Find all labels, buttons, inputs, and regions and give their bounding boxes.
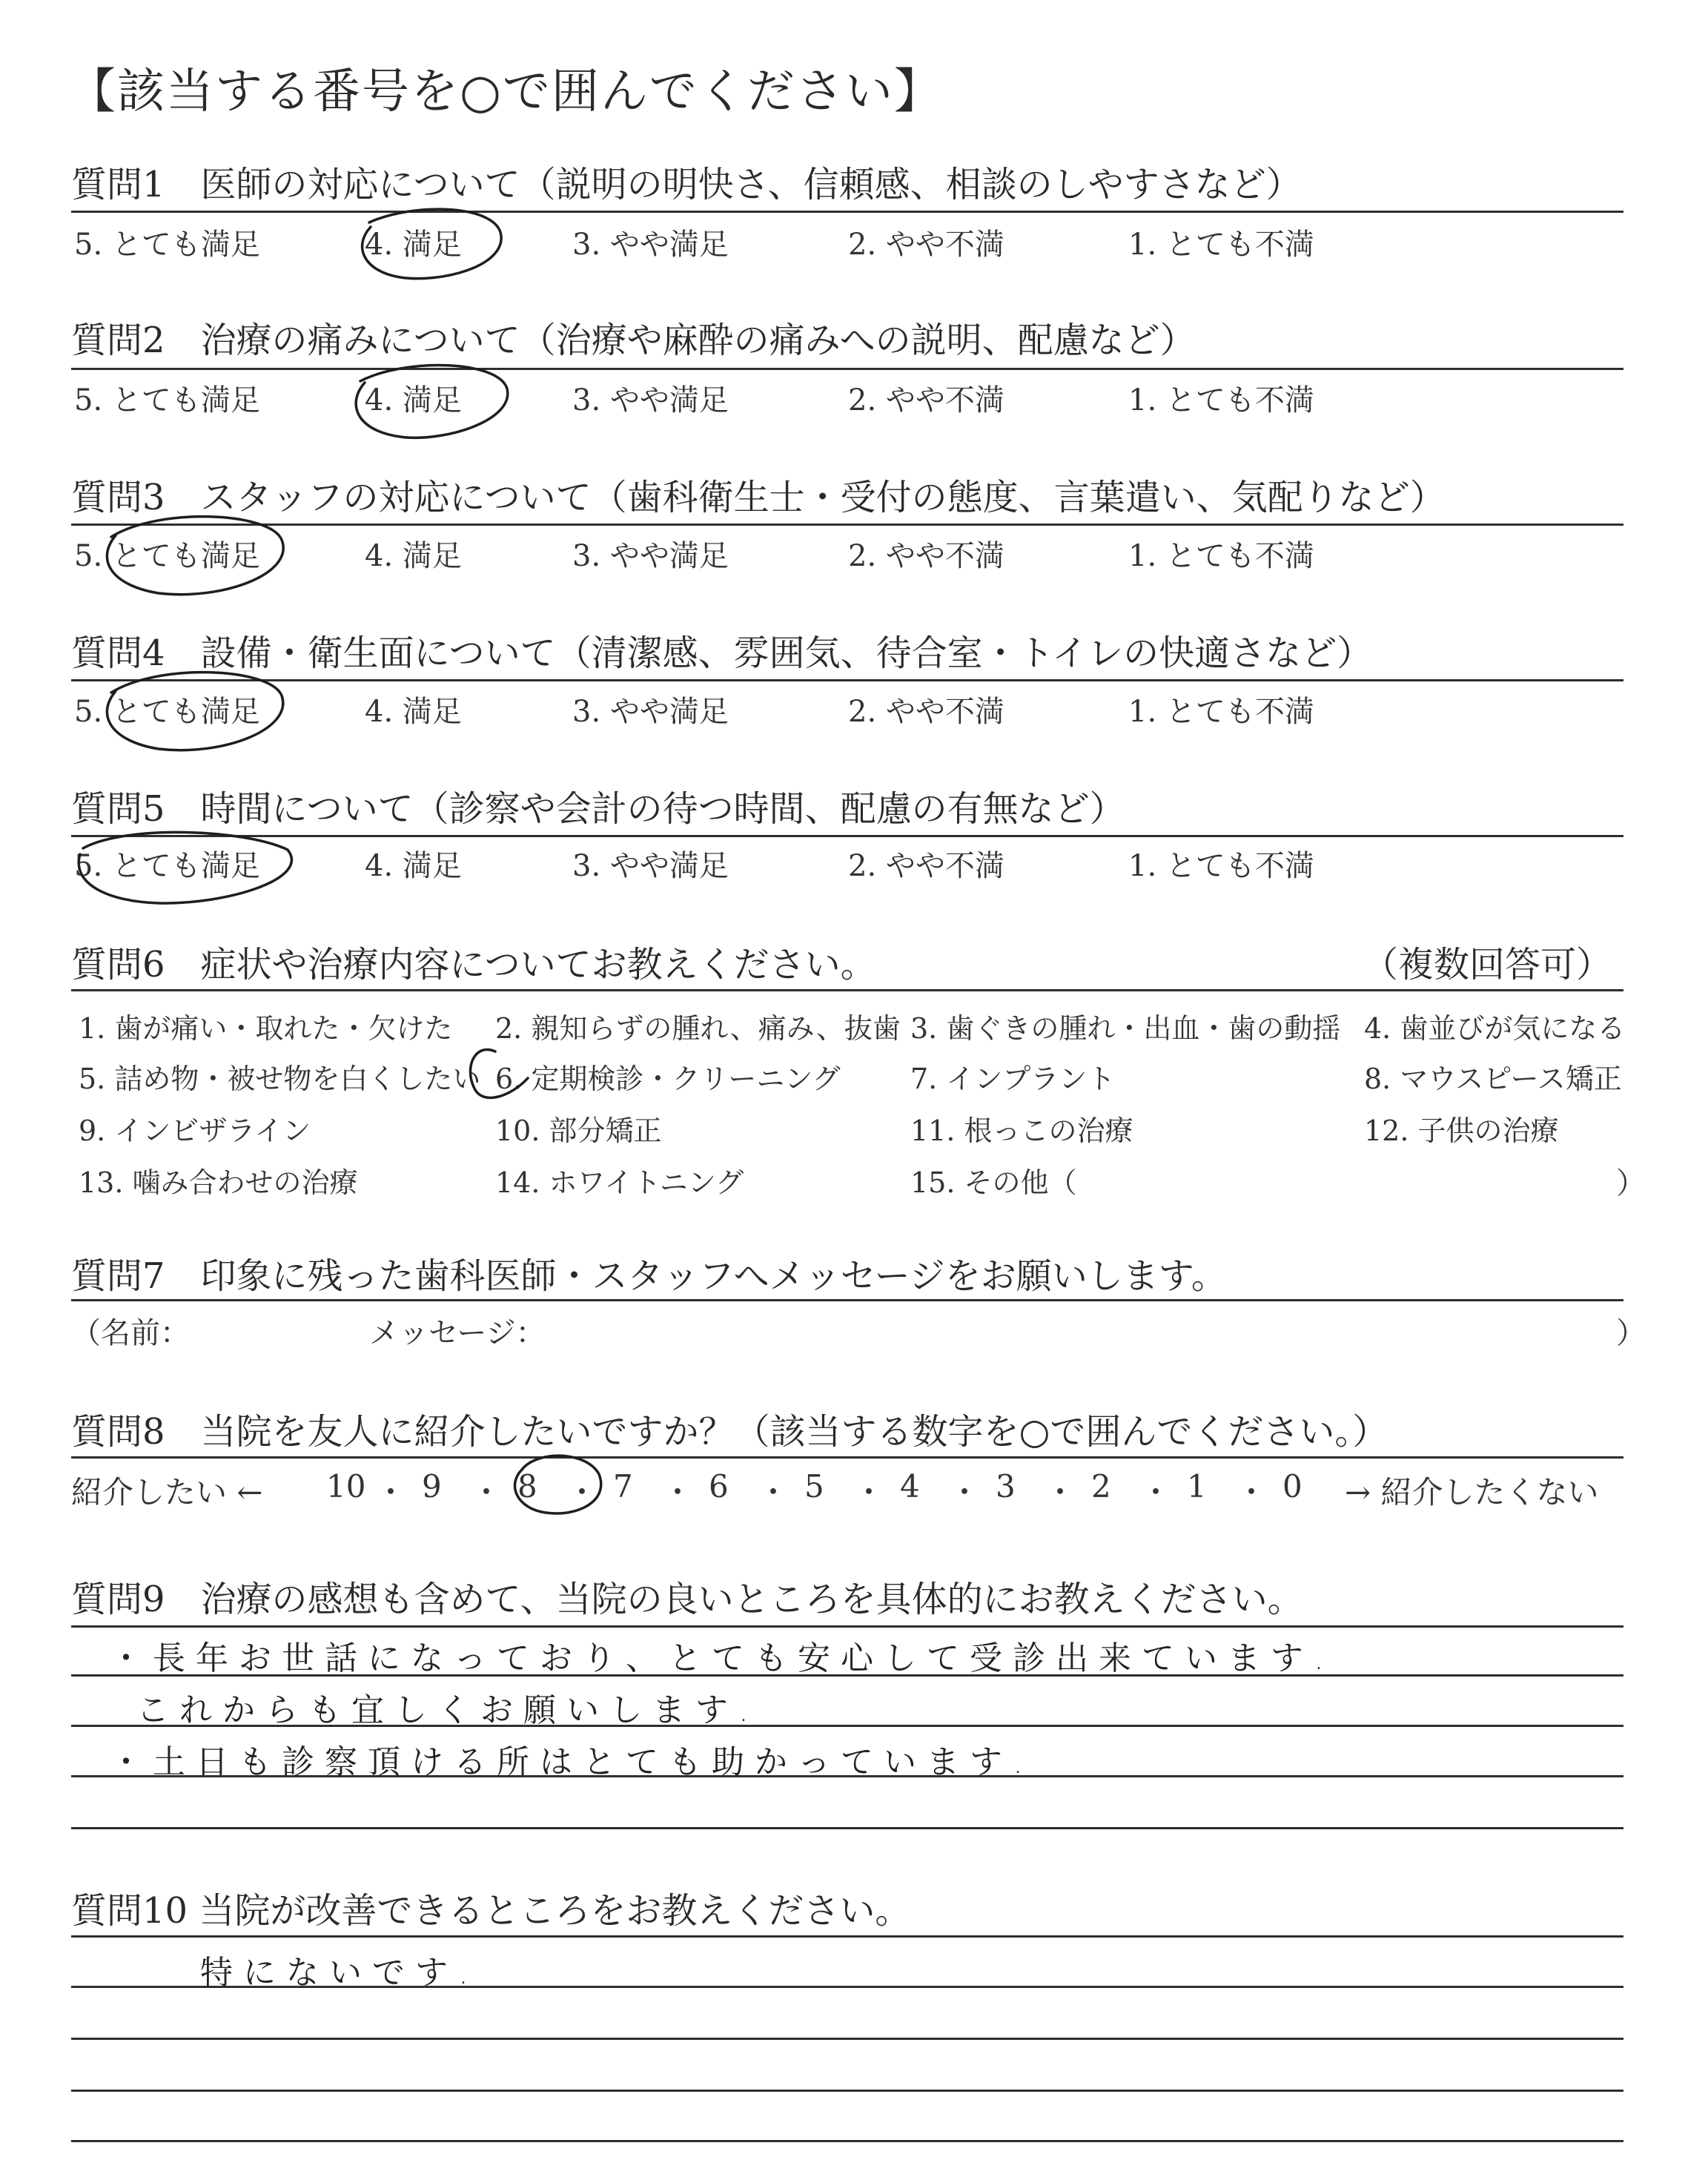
q6-rule <box>71 989 1623 991</box>
q8-scale-6[interactable]: 6 <box>709 1468 729 1505</box>
q6-option-3[interactable]: 3. 歯ぐきの腫れ・出血・歯の動揺 <box>910 1012 1341 1045</box>
q8-scale-7[interactable]: 7 <box>613 1468 633 1505</box>
q8-rule <box>71 1456 1623 1459</box>
q9-heading: 質問9 治療の感想も含めて、当院の良いところを具体的にお教えください。 <box>71 1579 1303 1620</box>
q2-rule <box>71 368 1623 370</box>
q8-scale-separator: ・ <box>1236 1474 1268 1510</box>
q5-option-2[interactable]: 2. やや不満 <box>848 849 1004 883</box>
q6-option-15[interactable]: 15. その他（ <box>910 1166 1077 1199</box>
q8-scale-9[interactable]: 9 <box>422 1468 442 1505</box>
q6-option-9[interactable]: 9. インビザライン <box>79 1114 311 1147</box>
q2-option-5[interactable]: 5. とても満足 <box>74 383 260 417</box>
page-title: 【該当する番号を○で囲んでください】 <box>68 65 943 119</box>
q7-rule <box>71 1299 1623 1301</box>
q6-option-14[interactable]: 14. ホワイトニング <box>495 1166 744 1199</box>
q10-heading: 質問10 当院が改善できるところをお教えください。 <box>71 1890 911 1932</box>
q3-heading: 質問3 スタッフの対応について（歯科衛生士・受付の態度、言葉遣い、気配りなど） <box>71 477 1446 518</box>
q1-option-3[interactable]: 3. やや満足 <box>572 228 729 262</box>
q8-scale-separator: ・ <box>662 1474 694 1510</box>
q6-option-6[interactable]: 6. 定期検診・クリーニング <box>495 1063 841 1095</box>
q5-rule <box>71 835 1623 837</box>
q4-option-3[interactable]: 3. やや満足 <box>572 695 729 729</box>
q3-option-1[interactable]: 1. とても不満 <box>1128 539 1314 573</box>
q8-left-label: 紹介したい ← <box>71 1474 263 1510</box>
q6-option-1[interactable]: 1. 歯が痛い・取れた・欠けた <box>79 1012 453 1045</box>
q5-option-3[interactable]: 3. やや満足 <box>572 849 729 883</box>
q8-scale-1[interactable]: 1 <box>1187 1468 1207 1505</box>
q8-scale-separator: ・ <box>758 1474 790 1510</box>
q6-option-4[interactable]: 4. 歯並びが気になる <box>1364 1012 1626 1045</box>
q2-option-3[interactable]: 3. やや満足 <box>572 383 729 417</box>
q10-rule-3 <box>71 2038 1623 2040</box>
q4-rule <box>71 679 1623 681</box>
q8-scale-separator: ・ <box>853 1474 885 1510</box>
q8-scale-5[interactable]: 5 <box>804 1468 824 1505</box>
q10-rule-1 <box>71 1935 1623 1938</box>
q6-heading: 質問6 症状や治療内容についてお教えください。 <box>71 944 876 985</box>
q2-heading: 質問2 治療の痛みについて（治療や麻酔の痛みへの説明、配慮など） <box>71 320 1196 361</box>
q9-answer-line-2: これからも宜しくお願いします. <box>136 1691 759 1729</box>
q1-option-2[interactable]: 2. やや不満 <box>848 228 1004 262</box>
q5-option-5[interactable]: 5. とても満足 <box>74 849 260 883</box>
q1-option-1[interactable]: 1. とても不満 <box>1128 228 1314 262</box>
q6-option-7[interactable]: 7. インプラント <box>910 1063 1116 1095</box>
q6-option-8[interactable]: 8. マウスピース矯正 <box>1364 1063 1622 1095</box>
q3-option-2[interactable]: 2. やや不満 <box>848 539 1004 573</box>
q7-message-label: メッセージ： <box>369 1316 546 1350</box>
q4-option-1[interactable]: 1. とても不満 <box>1128 695 1314 729</box>
q3-option-4[interactable]: 4. 満足 <box>365 539 462 573</box>
q7-name-label: （名前： <box>71 1316 190 1350</box>
q6-note: （複数回答可） <box>1363 944 1612 985</box>
q1-heading: 質問1 医師の対応について（説明の明快さ、信頼感、相談のしやすさなど） <box>71 164 1302 205</box>
q4-heading: 質問4 設備・衛生面について（清潔感、雰囲気、待合室・トイレの快適さなど） <box>71 633 1373 674</box>
q1-option-4[interactable]: 4. 満足 <box>365 228 462 262</box>
q8-scale-10[interactable]: 10 <box>326 1468 366 1505</box>
q6-option-11[interactable]: 11. 根っこの治療 <box>910 1114 1133 1147</box>
q9-rule-5 <box>71 1827 1623 1829</box>
q2-option-1[interactable]: 1. とても不満 <box>1128 383 1314 417</box>
q3-rule <box>71 524 1623 526</box>
q6-option-10[interactable]: 10. 部分矯正 <box>495 1114 662 1147</box>
q10-answer-line-1: 特にないです. <box>200 1954 479 1992</box>
q6-option-2[interactable]: 2. 親知らずの腫れ、痛み、抜歯 <box>495 1012 901 1045</box>
q6-option-5[interactable]: 5. 詰め物・被せ物を白くしたい <box>79 1063 481 1095</box>
q5-option-1[interactable]: 1. とても不満 <box>1128 849 1314 883</box>
q8-scale-3[interactable]: 3 <box>996 1468 1016 1505</box>
q8-scale-separator: ・ <box>375 1474 407 1510</box>
q4-option-5[interactable]: 5. とても満足 <box>74 695 260 729</box>
q6-option-12[interactable]: 12. 子供の治療 <box>1364 1114 1559 1147</box>
q8-scale-4[interactable]: 4 <box>900 1468 920 1505</box>
q1-option-5[interactable]: 5. とても満足 <box>74 228 260 262</box>
q9-answer-line-3: ・土日も診察頂ける所はとても助かっています. <box>110 1743 1033 1781</box>
q10-rule-5 <box>71 2140 1623 2142</box>
q8-scale-separator: ・ <box>949 1474 981 1510</box>
q6-option-13[interactable]: 13. 噛み合わせの治療 <box>79 1166 358 1199</box>
q8-right-label: → 紹介したくない <box>1345 1474 1599 1510</box>
q9-rule-1 <box>71 1625 1623 1628</box>
q10-rule-4 <box>71 2090 1623 2092</box>
q2-option-4[interactable]: 4. 満足 <box>365 383 462 417</box>
q8-scale-separator: ・ <box>1140 1474 1172 1510</box>
q9-answer-line-1: ・長年お世話になっており、とても安心して受診出来ています. <box>110 1639 1334 1677</box>
q1-rule <box>71 211 1623 213</box>
q8-heading: 質問8 当院を友人に紹介したいですか？（該当する数字を○で囲んでください。） <box>71 1411 1388 1453</box>
q4-option-4[interactable]: 4. 満足 <box>365 695 462 729</box>
q2-option-2[interactable]: 2. やや不満 <box>848 383 1004 417</box>
q8-scale-8[interactable]: 8 <box>517 1468 537 1505</box>
q3-option-5[interactable]: 5. とても満足 <box>74 539 260 573</box>
q7-close-paren: ） <box>1616 1316 1646 1350</box>
q7-heading: 質問7 印象に残った歯科医師・スタッフへメッセージをお願いします。 <box>71 1255 1227 1297</box>
q8-scale-separator: ・ <box>471 1474 503 1510</box>
q8-scale-2[interactable]: 2 <box>1091 1468 1111 1505</box>
q3-option-3[interactable]: 3. やや満足 <box>572 539 729 573</box>
q6-other-close-paren: ） <box>1616 1166 1646 1200</box>
q5-option-4[interactable]: 4. 満足 <box>365 849 462 883</box>
q5-heading: 質問5 時間について（診察や会計の待つ時間、配慮の有無など） <box>71 788 1125 830</box>
q8-scale-0[interactable]: 0 <box>1282 1468 1302 1505</box>
q8-scale-separator: ・ <box>1045 1474 1076 1510</box>
q4-option-2[interactable]: 2. やや不満 <box>848 695 1004 729</box>
q8-scale-separator: ・ <box>566 1474 598 1510</box>
